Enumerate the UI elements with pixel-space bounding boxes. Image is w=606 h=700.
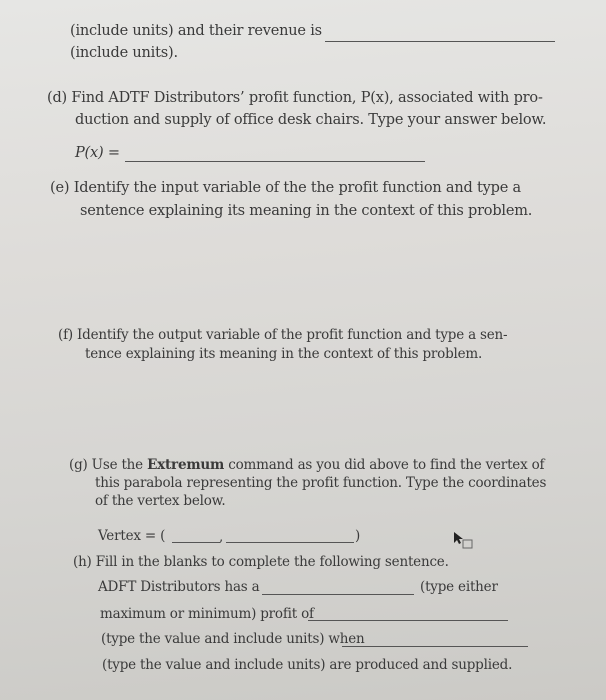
vertex-close-paren: ) [355, 528, 361, 544]
vertex-x-blank[interactable] [172, 542, 220, 543]
vertex-comma: , [219, 529, 224, 545]
part-h-question [73, 553, 449, 572]
part-f-label: (f) [58, 327, 73, 343]
sentence-part2: maximum or minimum) profit of [100, 606, 314, 622]
part-f-line2: tence explaining its meaning in the context of this problem. [85, 346, 483, 362]
part-e-line2: sentence explaining its meaning in the context of this problem. [80, 203, 533, 219]
part-c-text-line2: (include units). [70, 45, 178, 61]
part-d-line2: duction and supply of office desk chairs. Type your answer below. [75, 112, 547, 128]
vertex-label: Vertex = ( [98, 528, 166, 544]
vertex-y-blank[interactable] [226, 542, 354, 543]
extremum-command: Extremum [147, 457, 225, 473]
part-g-line1-pre: Use the [91, 457, 148, 473]
part-f-question [58, 326, 507, 345]
part-h-line1: Fill in the blanks to complete the following sentence. [95, 554, 449, 570]
max-min-blank[interactable] [262, 594, 414, 595]
sentence-part3: (type the value and include units) when [101, 631, 365, 647]
sentence-part4: (type the value and include units) are produced and supplied. [102, 657, 513, 673]
part-h-label: (h) [73, 554, 92, 570]
quantity-value-blank[interactable] [342, 646, 528, 647]
profit-function-answer-blank[interactable] [125, 161, 425, 162]
profit-value-blank[interactable] [308, 620, 508, 621]
part-g-line1-post: command as you did above to find the vertex of [224, 457, 545, 473]
part-g-line2: this parabola representing the profit function. Type the coordinates [95, 475, 547, 491]
part-f-line1: Identify the output variable of the profit function and type a sen- [77, 327, 508, 343]
part-e-question [50, 179, 521, 198]
part-c-text-line1: (include units) and their revenue is [70, 23, 322, 39]
part-g-label: (g) [69, 457, 88, 473]
revenue-answer-blank[interactable] [325, 41, 555, 42]
sentence-part1-tail: (type either [420, 579, 498, 595]
part-e-line1: Identify the input variable of the the profit function and type a [73, 180, 521, 196]
part-d-label: (d) [47, 90, 67, 106]
part-d-line1: Find ADTF Distributors’ profit function, P(x), associated with pro- [71, 90, 543, 106]
part-d-question [47, 89, 543, 108]
profit-function-label: P(x) = [75, 145, 120, 161]
part-g-question [69, 456, 544, 475]
sentence-part1: ADFT Distributors has a [98, 579, 260, 595]
part-g-line3: of the vertex below. [95, 493, 226, 509]
mouse-cursor-icon [452, 530, 474, 554]
part-e-label: (e) [50, 180, 70, 196]
